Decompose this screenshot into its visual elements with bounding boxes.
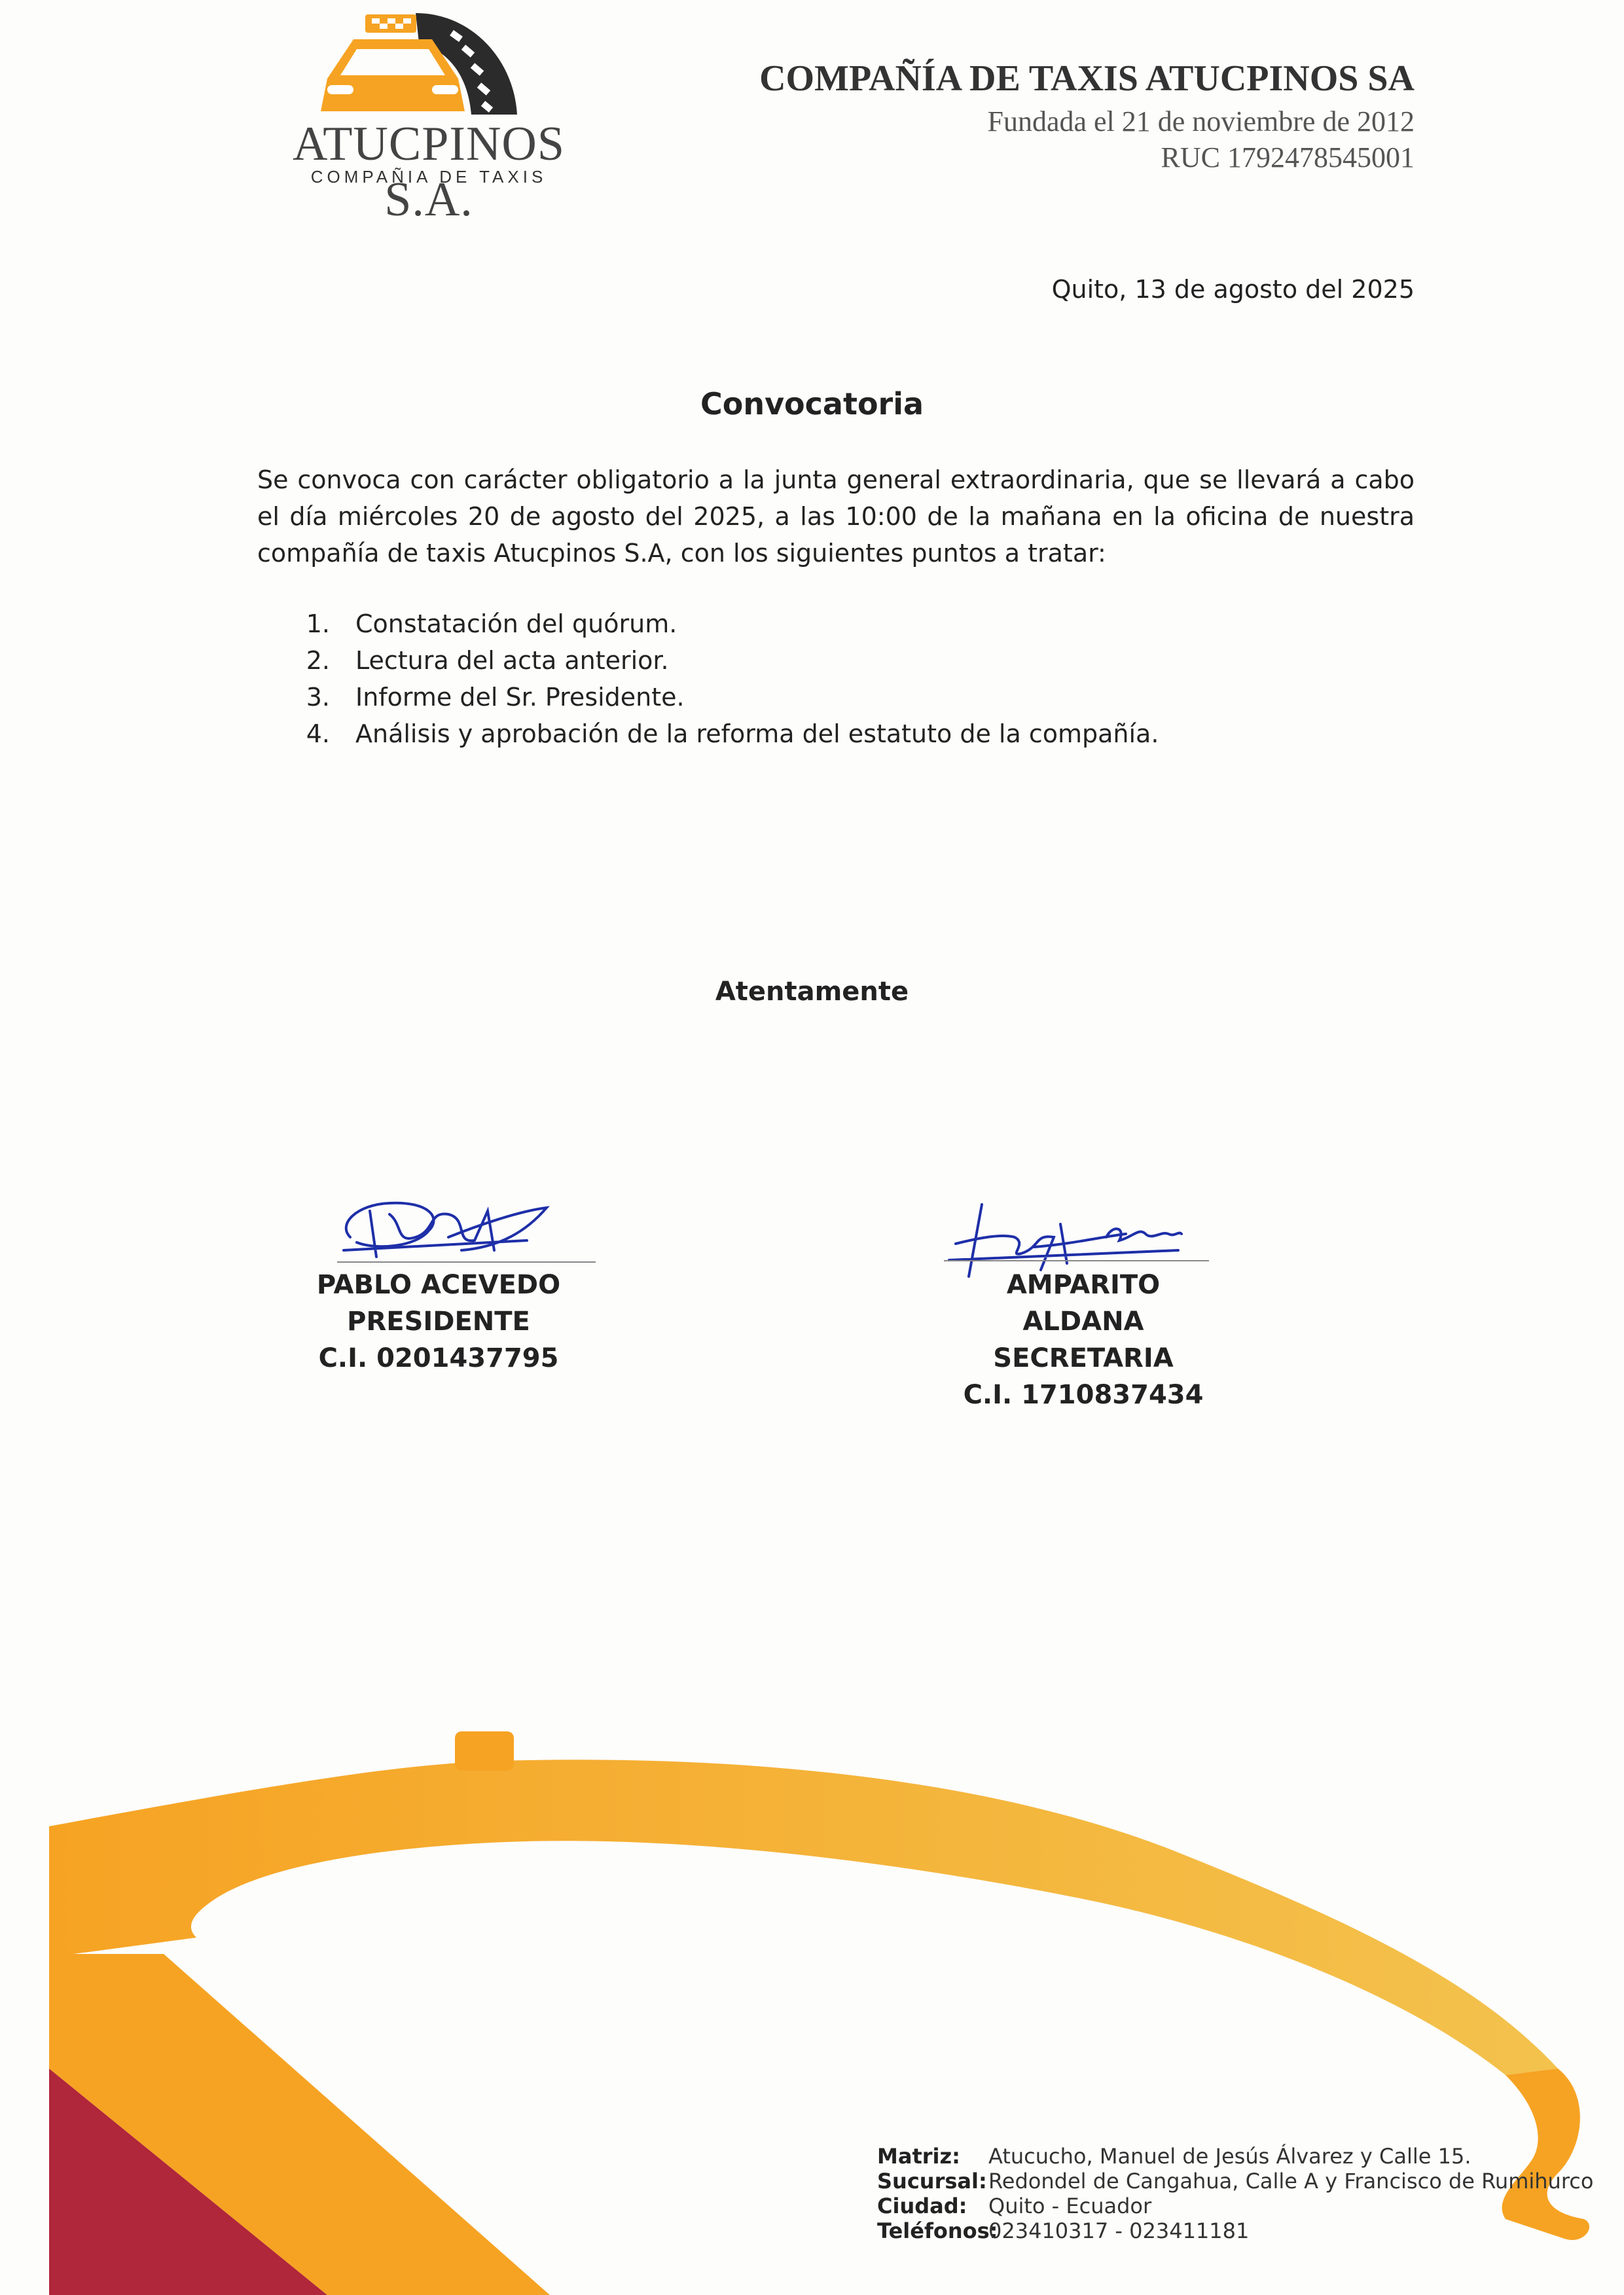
footer-contact [877, 2144, 1593, 2243]
body-paragraph: Se convoca con carácter obligatorio a la junta general extraordinaria, que se llevará a cabo el día miércoles 20 de agosto del 2025, a las 10:00 de la mañana en la oficina de nuestra compañía de taxis Atucpinos S.A, con los siguientes puntos a tratar: [257, 465, 1415, 568]
agenda-item: 2. Lectura del acta anterior. [306, 646, 669, 675]
agenda-item: 1. Constatación del quórum. [306, 609, 677, 638]
signatory-name: AMPARITO ALDANA [1006, 1270, 1161, 1337]
signatory-president [308, 1267, 569, 1377]
signatory-name: PABLO ACEVEDO [316, 1270, 561, 1300]
signatory-id: C.I. 0201437795 [318, 1343, 559, 1373]
signatory-role: SECRETARIA [993, 1343, 1174, 1373]
agenda-item: 3. Informe del Sr. Presidente. [306, 683, 685, 712]
document-title: Convocatoria [700, 386, 924, 422]
signatory-id: C.I. 1710837434 [963, 1380, 1204, 1410]
signature-president [331, 1185, 553, 1276]
agenda-item: 4. Análisis y aprobación de la reforma del estatuto de la compañía. [306, 719, 1159, 748]
footer-row-sucursal: Sucursal:Redondel de Cangahua, Calle A y Francisco de Rumihurco [877, 2169, 1594, 2194]
signatory-role: PRESIDENTE [347, 1307, 530, 1337]
logo-wordmark: ATUCPINOS S.A. [292, 117, 566, 226]
signatory-secretary [952, 1267, 1214, 1413]
letter-date: Quito, 13 de agosto del 2025 [1051, 275, 1415, 304]
ruc-number: RUC 1792478545001 [1161, 141, 1415, 173]
footer-row-ciudad: Ciudad: Quito - Ecuador [877, 2194, 1152, 2218]
logo-tagline: COMPAÑIA DE TAXIS [310, 167, 547, 187]
closing-salutation: Atentamente [715, 977, 909, 1007]
footer-row-matriz: Matriz: Atucucho, Manuel de Jesús Álvarez y Calle 15. [877, 2144, 1471, 2169]
founded-date: Fundada el 21 de noviembre de 2012 [987, 105, 1415, 137]
company-name: COMPAÑÍA DE TAXIS ATUCPINOS SA [759, 58, 1415, 99]
agenda-list [301, 605, 1159, 752]
footer-row-telefonos: Teléfonos:023410317 - 023411181 [877, 2218, 1250, 2243]
